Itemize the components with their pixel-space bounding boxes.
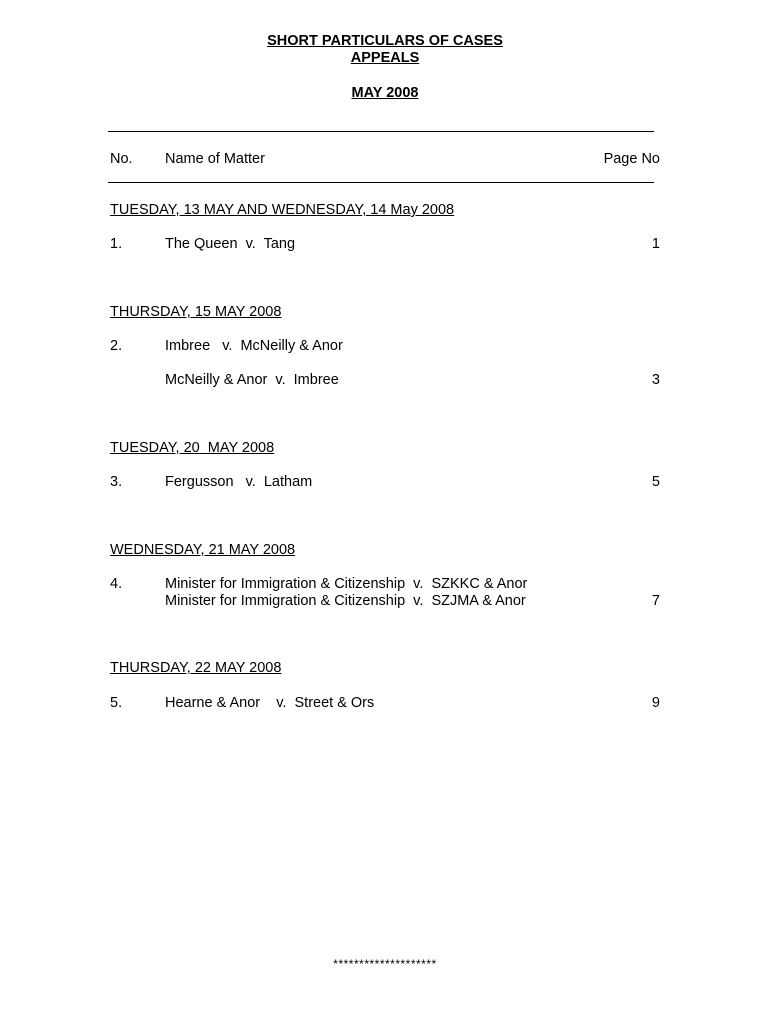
- section-heading: WEDNESDAY, 21 MAY 2008: [110, 542, 296, 558]
- case-name: Hearne & Anor v. Street & Ors: [165, 695, 375, 711]
- case-number: 4.: [110, 576, 123, 592]
- case-name: McNeilly & Anor v. Imbree: [165, 372, 339, 388]
- case-page: 7: [651, 593, 660, 609]
- section-heading: TUESDAY, 13 MAY AND WEDNESDAY, 14 May 2008: [110, 202, 455, 218]
- case-number: 1.: [110, 236, 123, 252]
- case-name: Minister for Immigration & Citizenship v. SZJMA & Anor: [165, 593, 526, 609]
- section-heading: THURSDAY, 15 MAY 2008: [110, 304, 282, 320]
- column-header-page: Page No: [603, 151, 660, 167]
- column-header-name: Name of Matter: [165, 151, 265, 167]
- document-month: MAY 2008: [351, 85, 419, 101]
- case-page: 5: [651, 474, 660, 490]
- end-marker: ********************: [333, 957, 437, 971]
- case-page: 1: [651, 236, 660, 252]
- section-heading: TUESDAY, 20 MAY 2008: [110, 440, 275, 456]
- column-header-no: No.: [110, 151, 133, 167]
- header-rule-bottom: [108, 182, 654, 183]
- case-number: 5.: [110, 695, 123, 711]
- section-heading: THURSDAY, 22 MAY 2008: [110, 660, 282, 676]
- case-page: 9: [651, 695, 660, 711]
- case-name: The Queen v. Tang: [165, 236, 296, 252]
- case-name: Minister for Immigration & Citizenship v. SZKKC & Anor: [165, 576, 528, 592]
- case-name: Imbree v. McNeilly & Anor: [165, 338, 343, 354]
- document-title: SHORT PARTICULARS OF CASES: [267, 33, 503, 49]
- case-name: Fergusson v. Latham: [165, 474, 313, 490]
- case-number: 2.: [110, 338, 123, 354]
- document-subtitle: APPEALS: [350, 50, 420, 66]
- case-page: 3: [651, 372, 660, 388]
- header-rule-top: [108, 131, 654, 132]
- case-number: 3.: [110, 474, 123, 490]
